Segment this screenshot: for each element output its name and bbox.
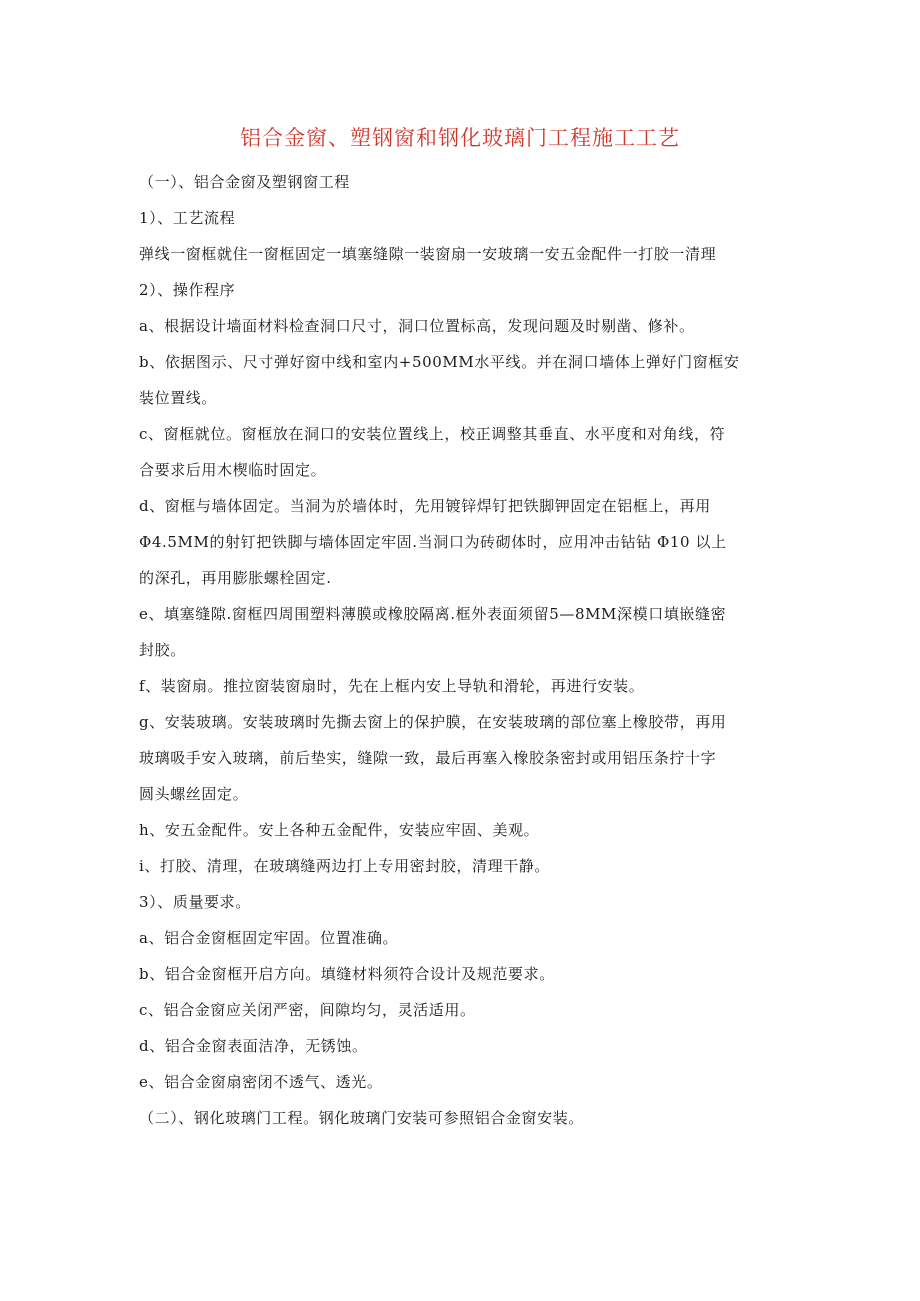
paragraph-quality-c: c、铝合金窗应关闭严密，间隙均匀，灵活适用。 <box>139 1001 476 1019</box>
paragraph-process-flow: 弹线一窗框就住一窗框固定一填塞缝隙一装窗扇一安玻璃一安五金配件一打胶一清理 <box>139 245 717 263</box>
paragraph-step-d-line-1: d、窗框与墙体固定。当洞为於墙体时，先用镀锌焊钉把铁脚钾固定在铝框上，再用 <box>139 497 711 515</box>
subsection-heading-process-flow: 1）、工艺流程 <box>139 209 236 227</box>
paragraph-step-b-line-2: 装位置线。 <box>139 389 218 407</box>
paragraph-step-g-line-1: g、安装玻璃。安装玻璃时先撕去窗上的保护膜，在安装玻璃的部位塞上橡胶带，再用 <box>139 713 727 731</box>
paragraph-step-c-line-1: c、窗框就位。窗框放在洞口的安装位置线上，校正调整其垂直、水平度和对角线，符 <box>139 425 726 443</box>
paragraph-step-h: h、安五金配件。安上各种五金配件，安装应牢固、美观。 <box>139 821 540 839</box>
subsection-heading-procedure: 2）、操作程序 <box>139 281 236 299</box>
document-body <box>139 164 789 1136</box>
paragraph-step-d-line-2: Φ4.5MM的射钉把铁脚与墙体固定牢固.当洞口为砖砌体时，应用冲击钻钻 Φ10 以上 <box>139 533 727 551</box>
paragraph-quality-a: a、铝合金窗框固定牢固。位置准确。 <box>139 929 399 947</box>
paragraph-step-i: i、打胶、清理，在玻璃缝两边打上专用密封胶，清理干静。 <box>139 857 550 875</box>
paragraph-step-c-line-2: 合要求后用木楔临时固定。 <box>139 461 327 479</box>
paragraph-step-f: f、装窗扇。推拉窗装窗扇时，先在上框内安上导轨和滑轮，再进行安装。 <box>139 677 645 695</box>
paragraph-step-g-line-2: 玻璃吸手安入玻璃，前后垫实，缝隙一致，最后再塞入橡胶条密封或用铝压条拧十字 <box>139 749 717 767</box>
section-heading-2: （二）、钢化玻璃门工程。钢化玻璃门安装可参照铝合金窗安装。 <box>139 1109 584 1127</box>
paragraph-step-d-line-3: 的深孔，再用膨胀螺栓固定. <box>139 569 332 587</box>
paragraph-step-g-line-3: 圆头螺丝固定。 <box>139 785 249 803</box>
paragraph-quality-b: b、铝合金窗框开启方向。填缝材料须符合设计及规范要求。 <box>139 965 555 983</box>
paragraph-step-b-line-1: b、依据图示、尺寸弹好窗中线和室内+500MM水平线。并在洞口墙体上弹好门窗框安 <box>139 353 740 371</box>
section-heading-1: （一）、铝合金窗及塑钢窗工程 <box>139 173 350 191</box>
subsection-heading-quality: 3）、质量要求。 <box>139 893 251 911</box>
paragraph-quality-e: e、铝合金窗扇密闭不透气、透光。 <box>139 1073 383 1091</box>
paragraph-quality-d: d、铝合金窗表面洁净，无锈蚀。 <box>139 1037 368 1055</box>
paragraph-step-e-line-2: 封胶。 <box>139 641 186 659</box>
document-title: 铝合金窗、塑钢窗和钢化玻璃门工程施工工艺 <box>240 126 680 150</box>
paragraph-step-a: a、根据设计墙面材料检查洞口尺寸，洞口位置标高，发现问题及时剔凿、修补。 <box>139 317 695 335</box>
paragraph-step-e-line-1: e、填塞缝隙.窗框四周围塑料薄膜或橡胶隔离.框外表面须留5—8MM深模口填嵌缝密 <box>139 605 727 623</box>
